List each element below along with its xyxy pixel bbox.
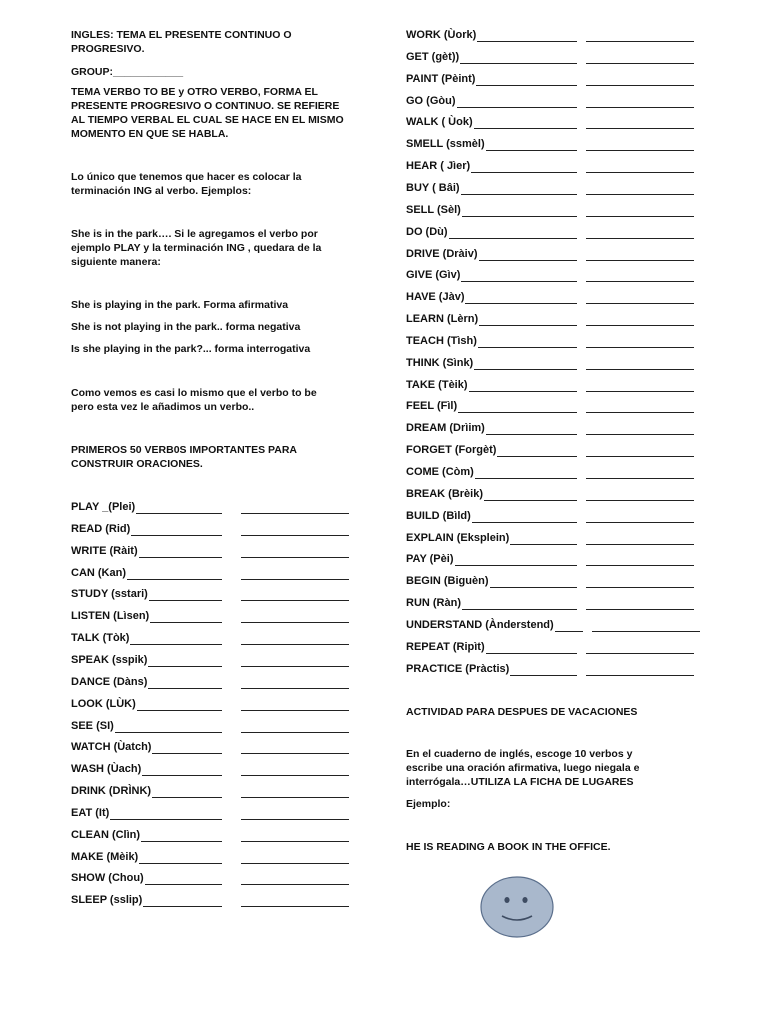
verb-label: DRIVE (Dràiv) [406, 247, 478, 260]
ing-form-blank[interactable] [586, 128, 694, 129]
ing-form-blank[interactable] [241, 732, 349, 733]
verb-label: SPEAK (sspik) [71, 653, 148, 666]
verb-label: UNDERSTAND (Ànderstend) [406, 618, 554, 631]
translation-blank[interactable] [462, 216, 577, 217]
translation-blank[interactable] [484, 500, 577, 501]
verb-label: EAT (It) [71, 806, 110, 819]
ing-form-blank[interactable] [586, 260, 694, 261]
translation-blank[interactable] [145, 884, 222, 885]
example-intro-line: siguiente manera: [71, 256, 161, 268]
translation-blank[interactable] [474, 369, 577, 370]
ing-form-blank[interactable] [586, 675, 694, 676]
verb-label: FEEL (Fìl) [406, 400, 458, 413]
verb-label: TEACH (Tìsh) [406, 334, 477, 347]
translation-blank[interactable] [510, 544, 577, 545]
verb-label: BUILD (Bìld) [406, 509, 471, 522]
ing-form-blank[interactable] [241, 622, 349, 623]
verb-label: WALK ( Ùok) [406, 116, 473, 129]
translation-blank[interactable] [461, 194, 577, 195]
verb-label: BEGIN (Biguèn) [406, 575, 489, 588]
definition-line: PRESENTE PROGRESIVO O CONTINUO. SE REFIERE [71, 100, 340, 112]
verb-label: TALK (Tòk) [71, 632, 130, 645]
verb-label: SMELL (ssmèl) [406, 138, 485, 151]
ing-form-blank[interactable] [241, 819, 349, 820]
activity-instruction-line: escribe una oración afirmativa, luego niegala e [406, 762, 640, 774]
verb-label: DRINK (DRÌNK) [71, 785, 152, 798]
translation-blank[interactable] [136, 513, 222, 514]
example-intro-line: ejemplo PLAY y la terminación ING , quedara de la [71, 242, 322, 254]
translation-blank[interactable] [139, 863, 222, 864]
translation-blank[interactable] [479, 325, 577, 326]
translation-blank[interactable] [127, 579, 222, 580]
activity-instruction-line: En el cuaderno de inglés, escoge 10 verbos y [406, 748, 633, 760]
ing-form-blank[interactable] [586, 238, 694, 239]
verb-label: PRACTICE (Pràctis) [406, 662, 510, 675]
verb-label: GIVE (Gìv) [406, 269, 461, 282]
translation-blank[interactable] [460, 63, 577, 64]
ing-form-blank[interactable] [241, 666, 349, 667]
ing-form-blank[interactable] [241, 863, 349, 864]
ing-form-blank[interactable] [586, 172, 694, 173]
translation-blank[interactable] [486, 434, 577, 435]
ing-form-blank[interactable] [586, 500, 694, 501]
verb-label: DREAM (Drìim) [406, 422, 485, 435]
translation-blank[interactable] [149, 600, 222, 601]
ing-form-blank[interactable] [586, 412, 694, 413]
translation-blank[interactable] [148, 688, 222, 689]
translation-blank[interactable] [152, 797, 222, 798]
ing-form-blank[interactable] [586, 522, 694, 523]
ing-form-blank[interactable] [241, 797, 349, 798]
verb-label: WASH (Ùach) [71, 763, 142, 776]
interrogative-example: Is she playing in the park?... forma interrogativa [71, 343, 311, 355]
example-sentence: HE IS READING A BOOK IN THE OFFICE. [406, 841, 611, 853]
translation-blank[interactable] [139, 557, 222, 558]
ing-form-blank[interactable] [586, 347, 694, 348]
translation-blank[interactable] [115, 732, 222, 733]
verb-label: COME (Còm) [406, 466, 474, 478]
translation-blank[interactable] [462, 609, 577, 610]
translation-blank[interactable] [555, 631, 583, 632]
affirmative-example: She is playing in the park. Forma afirmativa [71, 299, 289, 311]
ing-form-blank[interactable] [241, 557, 349, 558]
verb-label: MAKE (Mèik) [71, 850, 139, 863]
translation-blank[interactable] [486, 150, 577, 151]
comparison-line: Como vemos es casi lo mismo que el verbo to be [71, 387, 317, 399]
translation-blank[interactable] [131, 535, 222, 536]
ing-form-blank[interactable] [586, 653, 694, 654]
translation-blank[interactable] [152, 753, 222, 754]
translation-blank[interactable] [137, 710, 222, 711]
verb-label: READ (Rid) [71, 522, 131, 535]
translation-blank[interactable] [150, 622, 222, 623]
ing-form-blank[interactable] [586, 369, 694, 370]
verb-label: CLEAN (Clìn) [71, 828, 141, 841]
ing-form-blank[interactable] [586, 609, 694, 610]
translation-blank[interactable] [143, 906, 222, 907]
verb-label: BUY ( Bâi) [406, 181, 460, 194]
ing-form-blank[interactable] [586, 565, 694, 566]
worksheet-title-line2: PROGRESIVO. [71, 43, 145, 55]
ing-rule-line: Lo único que tenemos que hacer es colocar la [71, 171, 302, 183]
translation-blank[interactable] [479, 260, 577, 261]
verb-label: LOOK (LÙK) [71, 697, 136, 710]
translation-blank[interactable] [510, 675, 577, 676]
ing-form-blank[interactable] [586, 391, 694, 392]
verb-label: SHOW (Chou) [71, 872, 144, 885]
group-field: GROUP:____________ [71, 66, 184, 78]
verb-label: LEARN (Lèrn) [406, 313, 479, 326]
translation-blank[interactable] [457, 107, 578, 108]
translation-blank[interactable] [490, 587, 578, 588]
translation-blank[interactable] [477, 41, 577, 42]
verb-label: WATCH (Ùatch) [71, 741, 152, 754]
translation-blank[interactable] [449, 238, 577, 239]
ing-form-blank[interactable] [586, 434, 694, 435]
verb-label: PAINT (Pèint) [406, 72, 476, 85]
ing-form-blank[interactable] [241, 884, 349, 885]
ing-form-blank[interactable] [241, 841, 349, 842]
ing-form-blank[interactable] [586, 281, 694, 282]
translation-blank[interactable] [455, 565, 578, 566]
definition-line: MOMENTO EN QUE SE HABLA. [71, 128, 229, 140]
ing-form-blank[interactable] [586, 587, 694, 588]
example-intro-line: She is in the park…. Si le agregamos el verbo por [71, 228, 318, 240]
verb-label: LISTEN (Lìsen) [71, 610, 150, 623]
example-label: Ejemplo: [406, 798, 451, 810]
ing-form-blank[interactable] [586, 544, 694, 545]
translation-blank[interactable] [486, 653, 577, 654]
ing-form-blank[interactable] [241, 775, 349, 776]
verb-label: TAKE (Tèik) [406, 378, 468, 391]
verb-label: HEAR ( Jìer) [406, 160, 471, 173]
negative-example: She is not playing in the park.. forma negativa [71, 321, 301, 333]
verb-label: DO (Dù) [406, 225, 448, 238]
translation-blank[interactable] [110, 819, 222, 820]
ing-form-blank[interactable] [241, 579, 349, 580]
worksheet-title: INGLES: TEMA EL PRESENTE CONTINUO O [71, 29, 292, 41]
translation-blank[interactable] [458, 412, 577, 413]
translation-blank[interactable] [141, 841, 222, 842]
verb-label: HAVE (Jàv) [406, 291, 465, 304]
translation-blank[interactable] [478, 347, 577, 348]
ing-form-blank[interactable] [241, 644, 349, 645]
ing-form-blank[interactable] [586, 107, 694, 108]
activity-instruction-line: interrógala…UTILIZA LA FICHA DE LUGARES [406, 776, 634, 788]
verb-label: CAN (Kan) [71, 566, 126, 579]
ing-form-blank[interactable] [241, 753, 349, 754]
verb-label: RUN (Ràn) [406, 597, 461, 610]
translation-blank[interactable] [469, 391, 577, 392]
verb-label: PAY (Pèi) [406, 553, 454, 566]
comparison-line: pero esta vez le añadimos un verbo.. [71, 401, 255, 413]
ing-form-blank[interactable] [241, 710, 349, 711]
translation-blank[interactable] [474, 128, 577, 129]
ing-rule-line: terminación ING al verbo. Ejemplos: [71, 185, 252, 197]
ing-form-blank[interactable] [241, 906, 349, 907]
verb-label: EXPLAIN (Eksplein) [406, 531, 510, 544]
verb-label: STUDY (sstari) [71, 588, 148, 601]
verb-label: BREAK (Brèik) [406, 487, 484, 500]
translation-blank[interactable] [476, 85, 577, 86]
verb-label: WORK (Ùork) [406, 29, 477, 41]
ing-form-blank[interactable] [241, 688, 349, 689]
translation-blank[interactable] [497, 456, 577, 457]
ing-form-blank[interactable] [586, 303, 694, 304]
verb-label: THINK (Sìnk) [406, 356, 474, 369]
ing-form-blank[interactable] [592, 631, 700, 632]
smiley-face-icon [480, 876, 554, 938]
verb-label: PLAY _(Plei) [71, 501, 136, 513]
verb-list-heading-line2: CONSTRUIR ORACIONES. [71, 458, 203, 470]
ing-form-blank[interactable] [586, 150, 694, 151]
verb-label: GO (Gòu) [406, 94, 456, 107]
translation-blank[interactable] [471, 172, 577, 173]
verb-label: DANCE (Dàns) [71, 675, 148, 688]
ing-form-blank[interactable] [586, 456, 694, 457]
verb-label: SEE (SI) [71, 719, 114, 732]
verb-list-heading: PRIMEROS 50 VERB0S IMPORTANTES PARA [71, 444, 297, 456]
ing-form-blank[interactable] [586, 325, 694, 326]
translation-blank[interactable] [148, 666, 222, 667]
ing-form-blank[interactable] [241, 600, 349, 601]
verb-label: SELL (Sèl) [406, 203, 461, 216]
translation-blank[interactable] [465, 303, 577, 304]
translation-blank[interactable] [461, 281, 577, 282]
ing-form-blank[interactable] [586, 85, 694, 86]
verb-label: FORGET (Forgèt) [406, 444, 497, 457]
ing-form-blank[interactable] [586, 194, 694, 195]
definition-line: TEMA VERBO TO BE y OTRO VERBO, FORMA EL [71, 86, 318, 98]
ing-form-blank[interactable] [586, 216, 694, 217]
translation-blank[interactable] [475, 478, 577, 479]
ing-form-blank[interactable] [586, 478, 694, 479]
ing-form-blank[interactable] [586, 63, 694, 64]
translation-blank[interactable] [472, 522, 577, 523]
ing-form-blank[interactable] [241, 513, 349, 514]
ing-form-blank[interactable] [586, 41, 694, 42]
translation-blank[interactable] [130, 644, 222, 645]
ing-form-blank[interactable] [241, 535, 349, 536]
verb-label: WRITE (Ràit) [71, 544, 138, 557]
definition-line: AL TIEMPO VERBAL EL CUAL SE HACE EN EL MISMO [71, 114, 344, 126]
activity-heading: ACTIVIDAD PARA DESPUES DE VACACIONES [406, 706, 638, 718]
translation-blank[interactable] [142, 775, 222, 776]
verb-label: GET (gèt)) [406, 50, 460, 63]
verb-label: REPEAT (Ripìt) [406, 640, 485, 653]
verb-label: SLEEP (sslip) [71, 894, 143, 907]
